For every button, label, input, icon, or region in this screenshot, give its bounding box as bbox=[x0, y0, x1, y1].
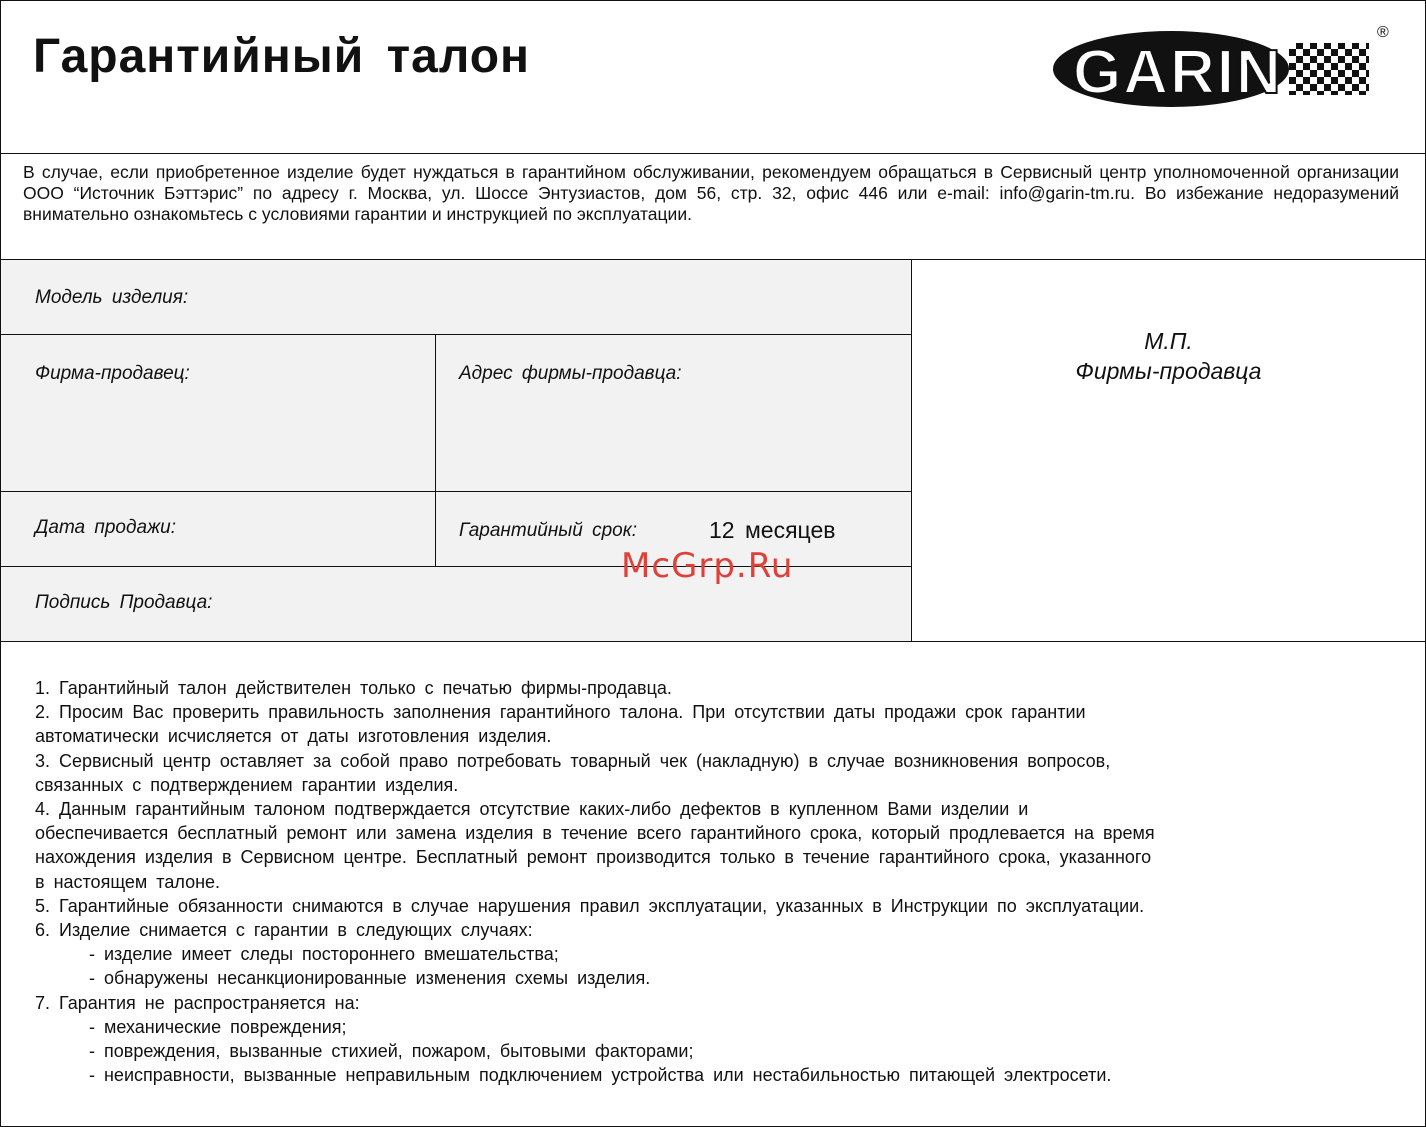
stamp-label: М.П. bbox=[1144, 328, 1193, 354]
divider bbox=[435, 335, 436, 567]
terms-item: связанных с подтверждением гарантии изделия. bbox=[35, 774, 459, 795]
terms-item: 4. Данным гарантийным талоном подтверждается отсутствие каких-либо дефектов в купленном Вами изделии и bbox=[35, 799, 1029, 820]
header bbox=[1, 1, 1425, 154]
divider bbox=[1, 491, 911, 492]
terms-item: автоматически исчисляется от даты изготовления изделия. bbox=[35, 726, 552, 747]
terms-subitem: - повреждения, вызванные стихией, пожаром, бытовыми факторами; bbox=[89, 1041, 694, 1062]
warranty-label: Гарантийный срок: bbox=[459, 520, 637, 541]
registered-mark: ® bbox=[1377, 24, 1389, 41]
terms-item: 7. Гарантия не распространяется на: bbox=[35, 992, 360, 1013]
terms-item: нахождения изделия в Сервисном центре. Бесплатный ремонт производится только в течение гарантийного срока, указанного bbox=[35, 847, 1152, 868]
model-label: Модель изделия: bbox=[35, 287, 189, 308]
terms-list bbox=[35, 676, 1405, 1087]
watermark: McGrp.Ru bbox=[621, 546, 794, 586]
terms-subitem: - изделие имеет следы постороннего вмешательства; bbox=[89, 944, 559, 965]
terms-item: 3. Сервисный центр оставляет за собой право потребовать товарный чек (накладную) в случае возникновения вопросов, bbox=[35, 750, 1111, 771]
terms-item: 6. Изделие снимается с гарантии в следующих случаях: bbox=[35, 920, 533, 941]
terms-item: 1. Гарантийный талон действителен только с печатью фирмы-продавца. bbox=[35, 678, 672, 698]
stamp-area bbox=[912, 260, 1425, 641]
terms-item: 2. Просим Вас проверить правильность заполнения гарантийного талона. При отсутствии даты продажи срок гарантии bbox=[35, 702, 1086, 723]
logo-text: GARIN bbox=[1073, 38, 1283, 107]
warranty-value: 12 месяцев bbox=[709, 517, 836, 543]
signature-label: Подпись Продавца: bbox=[35, 592, 213, 613]
logo-checker bbox=[1289, 43, 1369, 95]
sale-date-label: Дата продажи: bbox=[35, 517, 176, 538]
garin-logo bbox=[1051, 21, 1391, 111]
terms-item: 5. Гарантийные обязанности снимаются в случае нарушения правил эксплуатации, указанных в Инструкции по эксплуатации. bbox=[35, 895, 1145, 916]
stamp-sublabel: Фирмы-продавца bbox=[1075, 358, 1262, 384]
terms-item: в настоящем талоне. bbox=[35, 871, 221, 892]
intro-section bbox=[1, 154, 1425, 260]
divider bbox=[1, 334, 911, 335]
terms-subitem: - механические повреждения; bbox=[89, 1016, 347, 1037]
intro-text: В случае, если приобретенное изделие будет нуждаться в гарантийном обслуживании, рекомендуем обращаться в Сервисный центр уполномоченной организации ООО “Источник Бэттэрис” по адресу г. Москва, ул. Шоссе Энтузиастов, дом 56, стр. 32, офис 446 или e-mail: info@garin-tm.ru. Во избежание недоразумений внимательно ознакомьтесь с условиями гарантии и инструкцией по эксплуатации. bbox=[23, 162, 1399, 224]
terms-subitem: - обнаружены несанкционированные изменения схемы изделия. bbox=[89, 968, 651, 989]
terms-subitem: - неисправности, вызванные неправильным подключением устройства или нестабильностью питающей электросети. bbox=[89, 1065, 1112, 1086]
page-title: Гарантийный талон bbox=[33, 30, 531, 83]
seller-address-label: Адрес фирмы-продавца: bbox=[459, 363, 682, 384]
seller-label: Фирма-продавец: bbox=[35, 363, 190, 384]
terms-item: обеспечивается бесплатный ремонт или замена изделия в течение всего гарантийного срока, который продлевается на время bbox=[35, 823, 1155, 844]
